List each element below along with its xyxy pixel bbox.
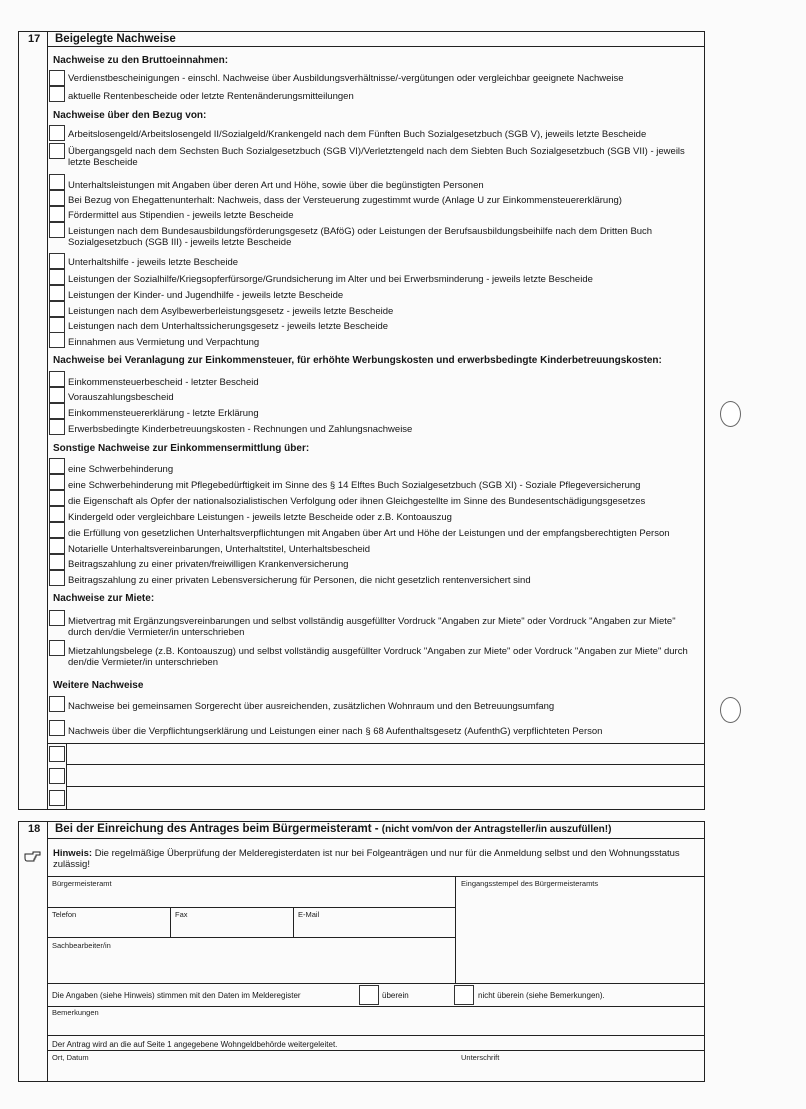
- checkbox-label: Arbeitslosengeld/Arbeitslosengeld II/Sozialgeld/Krankengeld nach dem Fünften Buch Sozialgesetzbuch (SGB V), jeweils letzte Bescheide: [68, 129, 647, 140]
- checkbox[interactable]: [49, 253, 65, 269]
- ueberein-label: überein: [382, 991, 409, 1000]
- checkbox-label: die Eigenschaft als Opfer der nationalsozialistischen Verfolgung oder ihnen Gleichgestellte im Sinne des Bundesentschädigungsgesetzes: [68, 496, 646, 507]
- checkbox[interactable]: [49, 720, 65, 736]
- checkbox-label: eine Schwerbehinderung: [68, 464, 174, 475]
- punch-hole: [720, 401, 741, 427]
- checkbox[interactable]: [49, 419, 65, 435]
- checkbox[interactable]: [49, 332, 65, 348]
- checkbox[interactable]: [49, 403, 65, 419]
- email-label: E-Mail: [298, 910, 320, 919]
- checkbox-label: Übergangsgeld nach dem Sechsten Buch Sozialgesetzbuch (SGB VI)/Verletztengeld nach dem Siebten Buch Sozialgesetzbuch (SGB VII) - jeweils letzte Bescheide: [68, 146, 685, 168]
- checkbox[interactable]: [49, 490, 65, 506]
- checkbox[interactable]: [49, 696, 65, 712]
- checkbox-label: Notarielle Unterhaltsvereinbarungen, Unterhaltstitel, Unterhaltsbescheid: [68, 544, 371, 555]
- group-heading: Weitere Nachweise: [53, 680, 144, 691]
- fax-label: Fax: [175, 910, 188, 919]
- section-number: 18: [28, 823, 41, 835]
- checkbox[interactable]: [49, 458, 65, 474]
- free-text-field[interactable]: [68, 745, 702, 763]
- checkbox[interactable]: [49, 522, 65, 538]
- checkbox-label: Leistungen der Sozialhilfe/Kriegsopferfürsorge/Grundsicherung im Alter und bei Erwerbsminderung - jeweils letzte Bescheide: [68, 274, 593, 285]
- checkbox[interactable]: [49, 86, 65, 102]
- checkbox-label: Nachweise bei gemeinsamen Sorgerecht über ausreichenden, zusätzlichen Wohnraum und den Betreuungsumfang: [68, 701, 555, 712]
- checkbox[interactable]: [49, 125, 65, 141]
- checkbox-label: Fördermittel aus Stipendien - jeweils letzte Bescheide: [68, 210, 294, 221]
- hint-body: Die regelmäßige Überprüfung der Melderegisterdaten ist nur bei Folgeanträgen und nur für die Anmeldung selbst und den Wohnungsstatus zulässig!: [53, 848, 680, 870]
- checkbox-label: Nachweis über die Verpflichtungserklärung und Leistungen einer nach § 68 Aufenthaltsgesetz (AufenthG) verpflichteten Person: [68, 726, 603, 737]
- checkbox[interactable]: [49, 371, 65, 387]
- section-number: 17: [28, 33, 41, 45]
- checkbox-label: Erwerbsbedingte Kinderbetreuungskosten - Rechnungen und Zahlungsnachweise: [68, 424, 413, 435]
- checkbox-label: Einkommensteuererklärung - letzte Erklärung: [68, 408, 259, 419]
- checkbox-label: Verdienstbescheinigungen - einschl. Nachweise über Ausbildungsverhältnisse/-vergütungen oder vergleichbar geeignete Nachweise: [68, 73, 624, 84]
- checkbox[interactable]: [49, 317, 65, 333]
- checkbox-label: Beitragszahlung zu einer privaten Lebensversicherung für Personen, die nicht gesetzlich rentenversichert sind: [68, 575, 531, 586]
- checkbox-label: Beitragszahlung zu einer privaten/freiwilligen Krankenversicherung: [68, 559, 349, 570]
- checkbox-label: Leistungen nach dem Unterhaltssicherungsgesetz - jeweils letzte Bescheide: [68, 321, 389, 332]
- eingangsstempel-label: Eingangsstempel des Bürgermeisteramts: [461, 879, 599, 888]
- hint-text: [53, 848, 698, 870]
- checkbox[interactable]: [49, 206, 65, 222]
- checkbox[interactable]: [49, 474, 65, 490]
- checkbox-label: die Erfüllung von gesetzlichen Unterhaltsverpflichtungen mit Angaben über Art und Höhe der Leistungen und der empfangsberechtigten Person: [68, 528, 670, 539]
- group-heading: Nachweise bei Veranlagung zur Einkommensteuer, für erhöhte Werbungskosten und erwerbsbedingte Kinderbetreuungskosten:: [53, 355, 662, 366]
- sachbearbeiter-field[interactable]: [48, 950, 453, 982]
- checkbox-label: Unterhaltsleistungen mit Angaben über deren Art und Höhe, sowie über die begünstigten Personen: [68, 180, 484, 191]
- buergermeisteramt-field[interactable]: [48, 887, 453, 906]
- checkbox[interactable]: [49, 222, 65, 238]
- bemerkungen-field[interactable]: [48, 1016, 703, 1034]
- unterschrift-label: Unterschrift: [461, 1053, 500, 1062]
- section-title-note: (nicht vom/von der Antragsteller/in auszufüllen!): [381, 824, 612, 835]
- ueberein-checkbox[interactable]: [359, 985, 379, 1005]
- checkbox[interactable]: [49, 70, 65, 86]
- checkbox[interactable]: [49, 768, 65, 784]
- checkbox[interactable]: [49, 285, 65, 301]
- checkbox[interactable]: [49, 640, 65, 656]
- checkbox[interactable]: [49, 538, 65, 554]
- checkbox[interactable]: [49, 746, 65, 762]
- section-title: [55, 823, 611, 835]
- checkbox[interactable]: [49, 269, 65, 285]
- unterschrift-field[interactable]: [456, 1061, 703, 1080]
- group-heading: Nachweise zur Miete:: [53, 593, 155, 604]
- nicht-ueberein-label: nicht überein (siehe Bemerkungen).: [478, 991, 605, 1000]
- checkbox[interactable]: [49, 301, 65, 317]
- hint-label: Hinweis:: [53, 848, 93, 859]
- checkbox-label: Einnahmen aus Vermietung und Verpachtung: [68, 337, 260, 348]
- group-heading: Nachweise über den Bezug von:: [53, 110, 207, 121]
- group-heading: Nachweise zu den Bruttoeinnahmen:: [53, 55, 229, 66]
- telefon-field[interactable]: [48, 918, 169, 936]
- bemerkungen-label: Bemerkungen: [52, 1008, 99, 1017]
- ort-datum-field[interactable]: [48, 1061, 448, 1080]
- checkbox[interactable]: [49, 387, 65, 403]
- nicht-ueberein-checkbox[interactable]: [454, 985, 474, 1005]
- checkbox-label: Leistungen der Kinder- und Jugendhilfe - jeweils letzte Bescheide: [68, 290, 344, 301]
- checkbox[interactable]: [49, 174, 65, 190]
- checkbox[interactable]: [49, 610, 65, 626]
- section-title-main: Bei der Einreichung des Antrages beim Bürgermeisteramt -: [55, 823, 379, 835]
- checkbox[interactable]: [49, 554, 65, 570]
- checkbox[interactable]: [49, 790, 65, 806]
- eingangsstempel-field[interactable]: [456, 889, 703, 982]
- free-text-field[interactable]: [68, 766, 702, 784]
- checkbox-label: Leistungen nach dem Bundesausbildungsförderungsgesetz (BAföG) oder Leistungen der Berufsausbildungsbeihilfe nach dem Dritten Buch Sozialgesetzbuch (SGB III) - jeweils letzte Bescheide: [68, 226, 653, 248]
- checkbox-label: Einkommensteuerbescheid - letzter Bescheid: [68, 377, 259, 388]
- checkbox-label: Mietvertrag mit Ergänzungsvereinbarungen und selbst vollständig ausgefüllter Vordruck "Angaben zur Miete" oder Vordruck "Angaben zur Miete" durch den/die Vermieter/in unterschrieben: [68, 616, 676, 638]
- buergermeisteramt-label: Bürgermeisteramt: [52, 879, 112, 888]
- checkbox-label: Kindergeld oder vergleichbare Leistungen - jeweils letzte Bescheide oder z.B. Kontoauszug: [68, 512, 452, 523]
- checkbox[interactable]: [49, 143, 65, 159]
- weitergeleitet-note: Der Antrag wird an die auf Seite 1 angegebene Wohngeldbehörde weitergeleitet.: [52, 1040, 338, 1049]
- punch-hole: [720, 697, 741, 723]
- fax-field[interactable]: [171, 918, 292, 936]
- group-heading: Sonstige Nachweise zur Einkommensermittlung über:: [53, 443, 310, 454]
- checkbox-label: Mietzahlungsbelege (z.B. Kontoauszug) und selbst vollständig ausgefüllter Vordruck "Angaben zur Miete" oder Vordruck "Angaben zur Miete" durch den/die Vermieter/in unterschrieben: [68, 646, 688, 668]
- checkbox-label: Unterhaltshilfe - jeweils letzte Bescheide: [68, 257, 239, 268]
- checkbox[interactable]: [49, 190, 65, 206]
- checkbox-label: aktuelle Rentenbescheide oder letzte Rentenänderungsmitteilungen: [68, 91, 354, 102]
- checkbox-label: eine Schwerbehinderung mit Pflegebedürftigkeit im Sinne des § 14 Elftes Buch Sozialgesetzbuch (SGB XI) - Soziale Pflegeversicherung: [68, 480, 641, 491]
- section-title: Beigelegte Nachweise: [55, 33, 176, 45]
- pointing-hand-icon: [24, 849, 42, 861]
- melderegister-statement: Die Angaben (siehe Hinweis) stimmen mit den Daten im Melderegister: [52, 991, 301, 1000]
- telefon-label: Telefon: [52, 910, 77, 919]
- checkbox-label: Bei Bezug von Ehegattenunterhalt: Nachweis, dass der Versteuerung zugestimmt wurde (Anlage U zur Einkommensteuererklärung): [68, 195, 622, 206]
- checkbox[interactable]: [49, 570, 65, 586]
- ort-datum-label: Ort, Datum: [52, 1053, 89, 1062]
- sachbearbeiter-label: Sachbearbeiter/in: [52, 941, 111, 950]
- free-text-field[interactable]: [68, 788, 702, 807]
- checkbox-label: Leistungen nach dem Asylbewerberleistungsgesetz - jeweils letzte Bescheide: [68, 306, 394, 317]
- email-field[interactable]: [294, 918, 454, 936]
- checkbox[interactable]: [49, 506, 65, 522]
- checkbox-label: Vorauszahlungsbescheid: [68, 392, 174, 403]
